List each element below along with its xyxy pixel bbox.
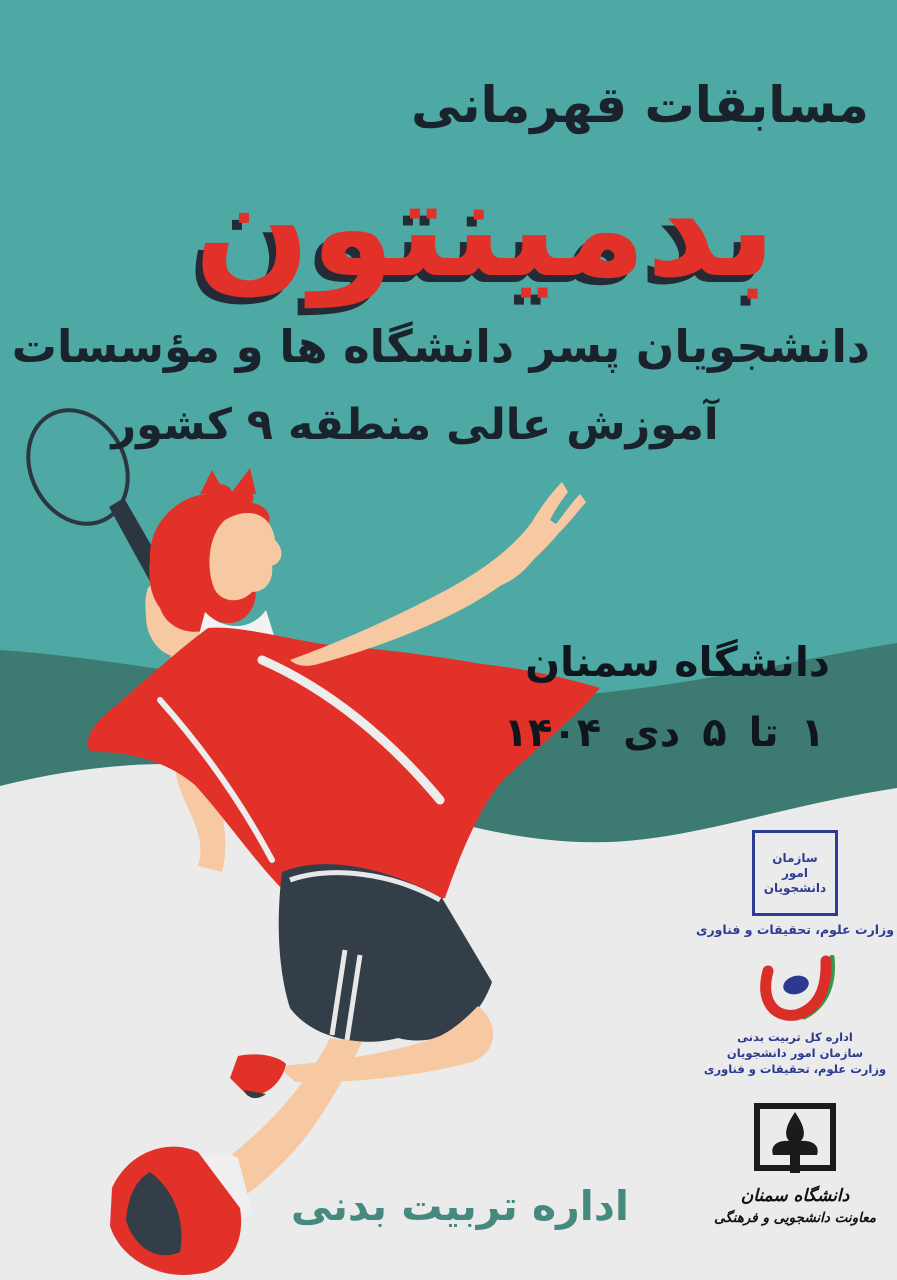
semnan-university-caption-1: دانشگاه سمنان xyxy=(740,1186,850,1206)
poster-title: بدمینتون xyxy=(194,150,776,308)
physical-education-caption-1: اداره کل تربیت بدنی xyxy=(737,1030,853,1044)
semnan-university-logo-block xyxy=(690,1100,897,1228)
physical-education-logo-icon xyxy=(740,955,850,1025)
physical-education-caption-3: وزارت علوم، تحقیقات و فناوری xyxy=(703,1062,887,1076)
physical-education-caption-2: سازمان امور دانشجویان xyxy=(726,1046,864,1060)
subtitle-line-1: دانشجویان پسر دانشگاه ها و مؤسسات xyxy=(11,320,870,373)
physical-education-logo-block xyxy=(690,955,897,1077)
date-range-text: ۱ تا ۵ دی ۱۴۰۴ xyxy=(503,710,825,756)
student-affairs-org-logo-block xyxy=(690,830,897,937)
venue-text: دانشگاه سمنان xyxy=(525,638,830,686)
header-line: مسابقات قهرمانی xyxy=(411,76,869,134)
student-affairs-org-caption: وزارت علوم، تحقیقات و فناوری xyxy=(695,922,895,937)
semnan-university-caption-2: معاونت دانشجویی و فرهنگی xyxy=(713,1210,877,1226)
student-affairs-org-logo-icon: سازمان امور دانشجویان xyxy=(752,830,838,916)
subtitle-line-2: آموزش عالی منطقه ۹ کشور xyxy=(111,400,719,450)
footer-line: اداره تربیت بدنی xyxy=(291,1182,629,1230)
semnan-university-logo-icon xyxy=(745,1100,845,1180)
